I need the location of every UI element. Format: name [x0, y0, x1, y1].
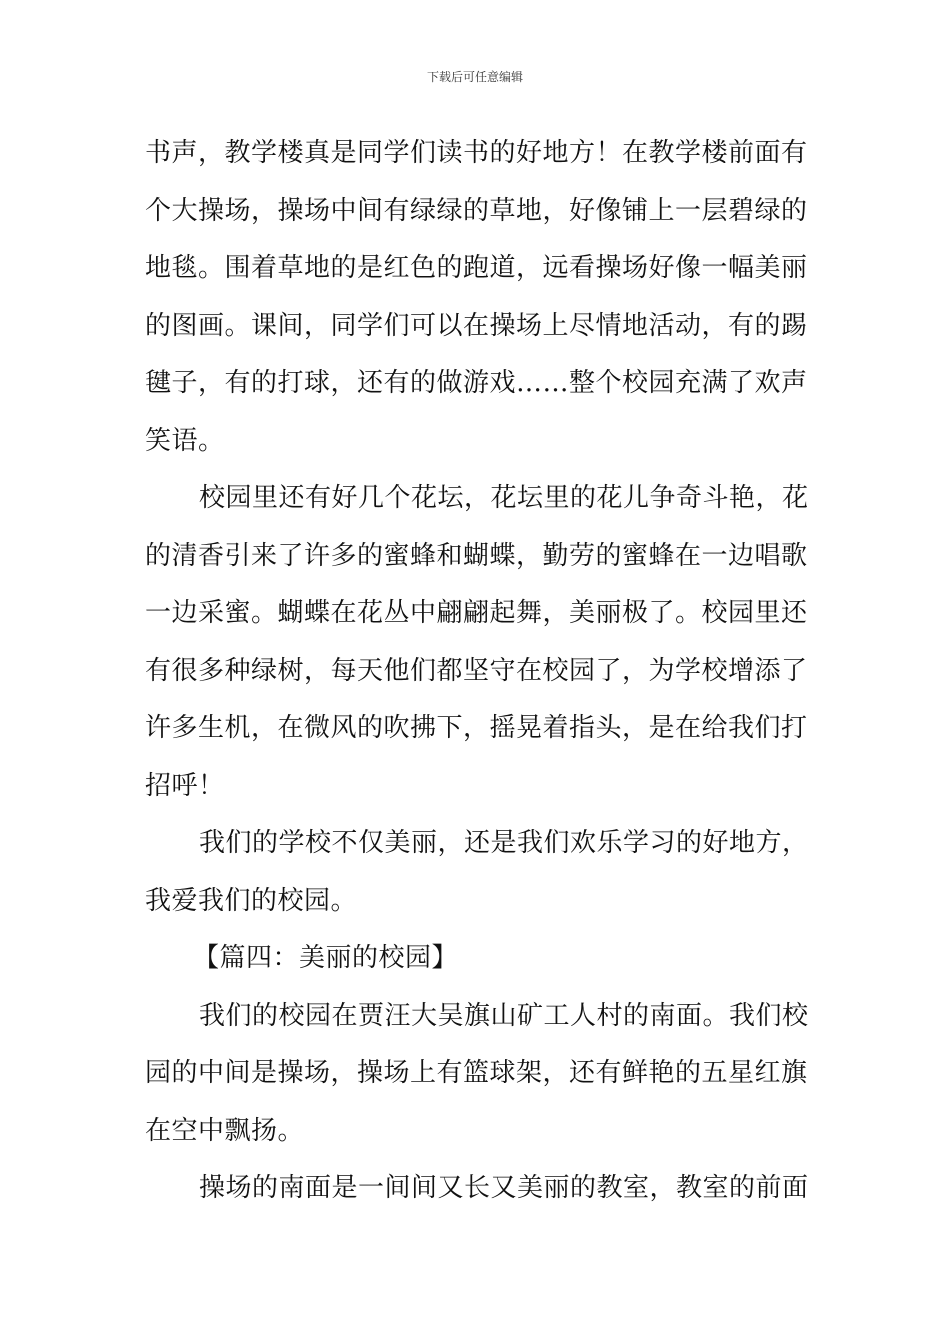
text-line: 校园里还有好几个花坛，花坛里的花儿争奇斗艳，花 — [199, 483, 809, 513]
paragraph — [145, 988, 807, 1161]
text-line: 在空中飘扬。 — [145, 1115, 305, 1146]
text-line: 许多生机，在微风的吹拂下，摇晃着指头，是在给我们打 — [145, 713, 808, 743]
paragraph — [145, 1160, 807, 1218]
text-line: 个大操场，操场中间有绿绿的草地，好像铺上一层碧绿的 — [145, 195, 808, 226]
heading-text: 【篇四：美丽的校园】 — [193, 943, 459, 973]
text-line: 有很多种绿树，每天他们都坚守在校园了，为学校增添了 — [145, 655, 808, 686]
paragraph — [145, 470, 807, 815]
text-line: 操场的南面是一间间又长又美丽的教室，教室的前面 — [199, 1173, 809, 1203]
text-line: 的图画。课间，同学们可以在操场上尽情地活动，有的踢 — [145, 310, 808, 341]
text-line: 我们的校园在贾汪大吴旗山矿工人村的南面。我们校 — [199, 1000, 809, 1031]
text-line: 园的中间是操场，操场上有篮球架，还有鲜艳的五星红旗 — [145, 1058, 808, 1088]
text-line: 书声，教学楼真是同学们读书的好地方！在教学楼前面有 — [145, 138, 808, 168]
text-line: 毽子，有的打球，还有的做游戏……整个校园充满了欢声 — [145, 368, 808, 398]
page-header: 下载后可任意编辑 — [426, 70, 523, 84]
text-line: 我们的学校不仅美丽，还是我们欢乐学习的好地方， — [199, 828, 809, 858]
text-line: 一边采蜜。蝴蝶在花丛中翩翩起舞，美丽极了。校园里还 — [145, 598, 808, 628]
text-line: 招呼！ — [145, 770, 225, 801]
paragraph — [145, 815, 807, 930]
document-body — [145, 125, 807, 1218]
text-line: 笑语。 — [145, 425, 225, 456]
text-line: 我爱我们的校园。 — [145, 885, 358, 916]
section-heading — [145, 930, 807, 988]
text-line: 地毯。围着草地的是红色的跑道，远看操场好像一幅美丽 — [145, 253, 808, 283]
text-line: 的清香引来了许多的蜜蜂和蝴蝶，勤劳的蜜蜂在一边唱歌 — [145, 540, 808, 571]
paragraph — [145, 125, 807, 470]
